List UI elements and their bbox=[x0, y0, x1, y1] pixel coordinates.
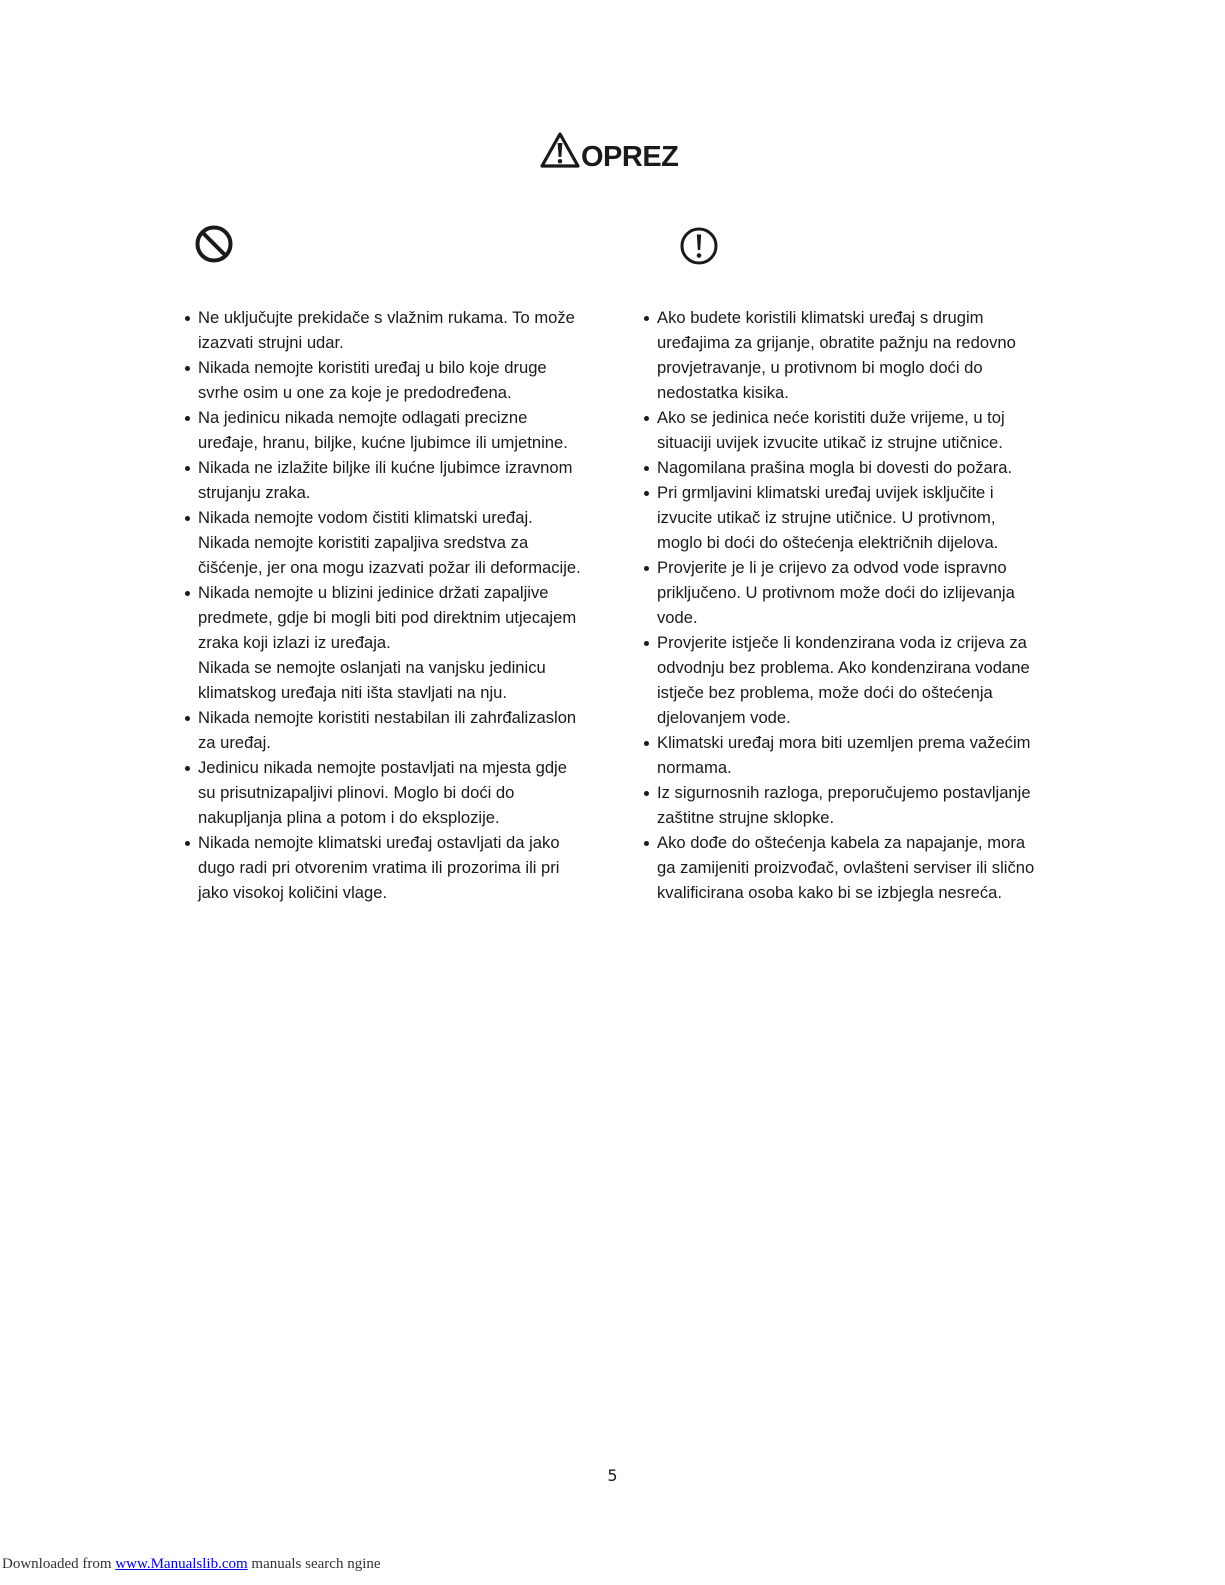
page-heading bbox=[540, 132, 679, 173]
list-item: Iz sigurnosnih razloga, preporučujemo postavljanje zaštitne strujne sklopke. bbox=[644, 780, 1036, 830]
list-item: Nikada nemojte vodom čistiti klimatski uređaj. Nikada nemojte koristiti zapaljiva sredstva za čišćenje, jer ona mogu izazvati požar ili deformacije. bbox=[185, 505, 581, 580]
footer-suffix: manuals search ngine bbox=[247, 1556, 381, 1572]
list-item-continuation: Nikada se nemojte oslanjati na vanjsku jedinicu klimatskog uređaja niti išta stavljati na nju. bbox=[198, 658, 546, 702]
footer bbox=[2, 1556, 381, 1573]
left-caution-list bbox=[185, 305, 581, 905]
list-item: Nagomilana prašina mogla bi dovesti do požara. bbox=[644, 455, 1036, 480]
prohibited-icon bbox=[194, 224, 234, 264]
list-item: Klimatski uređaj mora biti uzemljen prema važećim normama. bbox=[644, 730, 1036, 780]
exclamation-circle-icon bbox=[679, 226, 719, 266]
list-item: Nikada nemojte u blizini jedinice držati zapaljive predmete, gdje bi mogli biti pod direktnim utjecajem zraka koji izlazi iz uređaja. bbox=[185, 580, 581, 655]
list-item: Ako budete koristili klimatski uređaj s drugim uređajima za grijanje, obratite pažnju na redovno provjetravanje, u protivnom bi moglo doći do nedostatka kisika. bbox=[644, 305, 1036, 405]
page-title: OPREZ bbox=[581, 141, 679, 173]
list-item: Provjerite istječe li kondenzirana voda iz crijeva za odvodnju bez problema. Ako kondenzirana vodane istječe bez problema, može doći do oštećenja djelovanjem vode. bbox=[644, 630, 1036, 730]
list-item: Ako se jedinica neće koristiti duže vrijeme, u toj situaciji uvijek izvucite utikač iz strujne utičnice. bbox=[644, 405, 1036, 455]
list-item: Nikada ne izlažite biljke ili kućne ljubimce izravnom strujanju zraka. bbox=[185, 455, 581, 505]
list-item: Ne uključujte prekidače s vlažnim rukama. To može izazvati strujni udar. bbox=[185, 305, 581, 355]
list-item: Pri grmljavini klimatski uređaj uvijek isključite i izvucite utikač iz strujne utičnice. U protivnom, moglo bi doći do oštećenja električnih dijelova. bbox=[644, 480, 1036, 555]
list-item: Jedinicu nikada nemojte postavljati na mjesta gdje su prisutnizapaljivi plinovi. Moglo bi doći do nakupljanja plina a potom i do eksplozije. bbox=[185, 755, 581, 830]
list-item: Nikada nemojte koristiti nestabilan ili zahrđalizaslon za uređaj. bbox=[185, 705, 581, 755]
list-item: Ako dođe do oštećenja kabela za napajanje, mora ga zamijeniti proizvođač, ovlašteni serviser ili slično kvalificirana osoba kako bi se izbjegla nesreća. bbox=[644, 830, 1036, 905]
list-item: Na jedinicu nikada nemojte odlagati precizne uređaje, hranu, biljke, kućne ljubimce ili umjetnine. bbox=[185, 405, 581, 455]
manualslib-link[interactable]: www.Manualslib.com bbox=[115, 1556, 248, 1572]
page-number: 5 bbox=[607, 1466, 618, 1485]
warning-triangle-icon bbox=[540, 132, 580, 168]
list-item: Provjerite je li je crijevo za odvod vode ispravno priključeno. U protivnom može doći do izlijevanja vode. bbox=[644, 555, 1036, 630]
list-item: Nikada nemojte klimatski uređaj ostavljati da jako dugo radi pri otvorenim vratima ili prozorima ili pri jako visokoj količini vlage. bbox=[185, 830, 581, 905]
footer-prefix: Downloaded from bbox=[2, 1556, 116, 1572]
list-item: Nikada nemojte koristiti uređaj u bilo koje druge svrhe osim u one za koje je predodređena. bbox=[185, 355, 581, 405]
right-caution-list bbox=[644, 305, 1036, 905]
